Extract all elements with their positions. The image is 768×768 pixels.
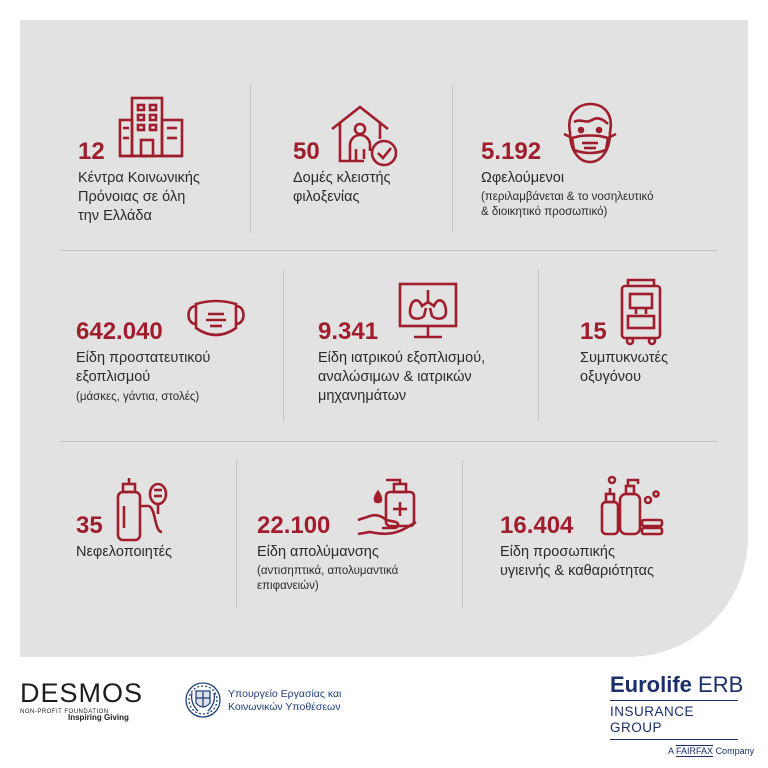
row-divider-1 xyxy=(60,250,718,251)
col-divider-r3-2 xyxy=(462,460,463,608)
stat-label-line: Δομές κλειστής xyxy=(293,170,391,186)
stat-label-line: Είδη απολύμανσης xyxy=(257,544,379,560)
stat-label-line: Πρόνοιας σε όλη xyxy=(78,189,186,205)
stat-beneficiaries xyxy=(481,138,721,220)
stat-label-line: Ωφελούμενοι xyxy=(481,170,565,186)
stat-protective-equipment xyxy=(76,318,276,405)
stat-label-line: Νεφελοποιητές xyxy=(76,544,173,560)
stat-label-line: την Ελλάδα xyxy=(78,208,152,224)
stat-disinfection xyxy=(257,512,457,594)
ministry-line: Υπουργείο Εργασίας και xyxy=(228,688,342,700)
desmos-logo xyxy=(20,678,160,738)
fairfax-suffix: Company xyxy=(715,746,755,756)
stat-number: 5.192 xyxy=(481,138,542,165)
stat-label-line: μηχανημάτων xyxy=(318,388,407,404)
desmos-tagline: Inspiring Giving xyxy=(68,713,129,722)
stat-label-line: Συμπυκνωτές xyxy=(580,350,668,366)
stat-label-line: Είδη προστατευτικού xyxy=(76,350,211,366)
desmos-wordmark: DESMOS xyxy=(20,678,144,708)
stat-label-line: Είδη προσωπικής xyxy=(500,544,615,560)
col-divider-r2-2 xyxy=(538,270,539,422)
eurolife-rule xyxy=(610,739,738,740)
stat-medical-equipment xyxy=(318,318,533,406)
eurolife-name: Eurolife xyxy=(610,672,692,697)
eurolife-logo xyxy=(610,672,755,756)
stat-label-line: εξοπλισμού xyxy=(76,369,151,385)
stat-oxygen-concentrators xyxy=(580,318,720,387)
stat-note-line: (αντισηπτικά, απολυμαντικά xyxy=(257,565,399,577)
stat-number: 35 xyxy=(76,512,103,539)
stat-label-line: αναλώσιμων & ιατρικών xyxy=(318,369,472,385)
stat-note-line: (περιλαμβάνεται & το νοσηλευτικό xyxy=(481,191,654,203)
fairfax-prefix: A xyxy=(668,746,674,756)
stat-nebulizers xyxy=(76,512,226,562)
stat-note-line: & διοικητικό προσωπικό) xyxy=(481,206,608,218)
col-divider-r1-1 xyxy=(250,85,251,233)
col-divider-r3-1 xyxy=(236,460,237,608)
eurolife-wordmark xyxy=(610,672,750,698)
eurolife-group: INSURANCE GROUP xyxy=(610,704,695,735)
eurolife-suffix: ERB xyxy=(698,672,744,697)
stat-note-line: επιφανειών) xyxy=(257,580,319,592)
stat-label-line: φιλοξενίας xyxy=(293,189,360,205)
stat-label-line: οξυγόνου xyxy=(580,369,642,385)
ministry-line: Κοινωνικών Υποθέσεων xyxy=(228,701,341,713)
stat-label-line: Κέντρα Κοινωνικής xyxy=(78,170,200,186)
stat-number: 9.341 xyxy=(318,318,379,345)
stat-number: 16.404 xyxy=(500,512,574,539)
fairfax-line xyxy=(668,746,755,756)
row-divider-2 xyxy=(60,441,718,442)
stat-number: 642.040 xyxy=(76,318,163,345)
stat-number: 12 xyxy=(78,138,105,165)
stat-personal-hygiene xyxy=(500,512,720,581)
stat-welfare-centers xyxy=(78,138,248,226)
stat-closed-facilities xyxy=(293,138,453,207)
desmos-subtitle: NON-PROFIT FOUNDATION xyxy=(20,709,109,715)
col-divider-r2-1 xyxy=(283,270,284,422)
stat-number: 22.100 xyxy=(257,512,331,539)
ministry-name xyxy=(228,688,368,714)
stat-label-line: υγιεινής & καθαριότητας xyxy=(500,563,655,579)
stat-label-line: Είδη ιατρικού εξοπλισμού, xyxy=(318,350,486,366)
stat-number: 15 xyxy=(580,318,607,345)
stat-number: 50 xyxy=(293,138,320,165)
eurolife-rule xyxy=(610,700,738,701)
fairfax-name: FAIRFAX xyxy=(676,746,714,756)
greek-coat-of-arms-icon xyxy=(184,681,222,724)
stat-note-line: (μάσκες, γάντια, στολές) xyxy=(76,391,200,403)
